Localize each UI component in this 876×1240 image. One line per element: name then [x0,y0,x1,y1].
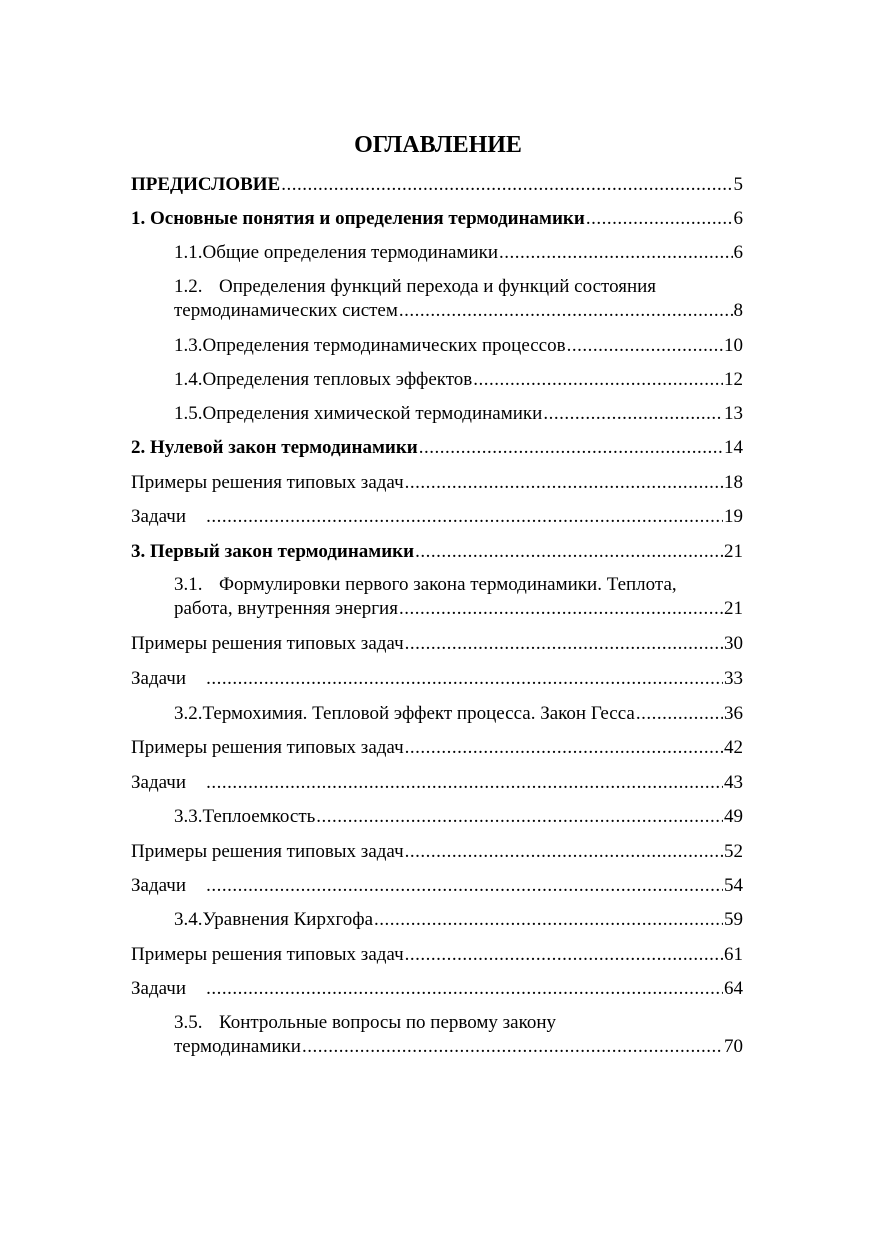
toc-entry-text: Примеры решения типовых задач [131,841,404,862]
toc-entry-text: Задачи [131,772,187,793]
toc-page-number: 64 [724,978,743,999]
toc-entry-text: Определения химической термодинамики [202,403,543,424]
toc-leader-dots [405,840,723,864]
toc-section-number: 3.4. [174,909,203,930]
toc-entry-text: Задачи [131,668,187,689]
toc-leader-dots [405,471,723,495]
toc-leader-dots [399,299,733,323]
toc-page-number: 52 [724,841,743,862]
toc-page-number: 14 [724,437,743,458]
toc-entry-problems[interactable] [131,977,743,1001]
toc-entry-section-1-2[interactable] [174,275,743,323]
toc-page-number: 49 [724,806,743,827]
toc-entry-text: Термохимия. Тепловой эффект процесса. Закон Гесса [202,703,635,724]
toc-entry-problems[interactable] [131,771,743,795]
toc-page-number: 13 [724,403,743,424]
toc-leader-dots [374,908,723,932]
toc-entry-text: Определения тепловых эффектов [202,369,473,390]
toc-entry-text: Общие определения термодинамики [202,242,499,263]
toc-page-number: 33 [724,668,743,689]
toc-section-number: 1.5. [174,403,203,424]
toc-leader-dots [405,943,723,967]
toc-entry-text: Теплоемкость [202,806,316,827]
toc-entry-text: Задачи [131,978,187,999]
toc-entry-text: Уравнения Кирхгофа [202,909,374,930]
toc-leader-dots [206,505,723,529]
toc-entry-examples[interactable] [131,471,743,495]
toc-page-number: 10 [724,335,743,356]
toc-leader-dots [473,368,723,392]
toc-entry-text-line1: Контрольные вопросы по первому закону [219,1012,557,1033]
toc-section-number: 3.5. [174,1012,203,1033]
toc-entry-text: Примеры решения типовых задач [131,944,404,965]
toc-leader-dots [586,207,733,231]
toc-leader-dots [399,597,723,621]
toc-entry-text: Определения термодинамических процессов [202,335,566,356]
toc-page-number: 6 [733,208,743,229]
toc-leader-dots [281,173,732,197]
toc-page-number: 8 [733,300,743,321]
toc-leader-dots [499,241,732,265]
toc-entry-text: 3. Первый закон термодинамики [131,541,415,562]
toc-section-number: 1.2. [174,276,203,297]
toc-page-number: 43 [724,772,743,793]
toc-entry-section-1-3[interactable] [174,334,743,358]
toc-entry-text-line1: Формулировки первого закона термодинамики. Теплота, [219,574,677,595]
toc-entry-chapter-3[interactable] [131,540,743,564]
toc-entry-text: 1. Основные понятия и определения термодинамики [131,208,585,229]
toc-entry-text: 2. Нулевой закон термодинамики [131,437,418,458]
toc-entry-examples[interactable] [131,840,743,864]
toc-page-number: 30 [724,633,743,654]
toc-entry-section-3-4[interactable] [174,908,743,932]
toc-leader-dots [206,771,723,795]
toc-entry-text: термодинамики [174,1036,301,1057]
toc-leader-dots [567,334,723,358]
toc-leader-dots [415,540,723,564]
page-title: ОГЛАВЛЕНИЕ [354,132,522,158]
toc-entry-section-1-1[interactable] [174,241,743,265]
toc-leader-dots [543,402,723,426]
toc-leader-dots [206,667,723,691]
toc-entry-text: Задачи [131,506,187,527]
toc-page-number: 19 [724,506,743,527]
toc-entry-section-3-1[interactable] [174,573,743,621]
toc-leader-dots [419,436,723,460]
toc-entry-text: Задачи [131,875,187,896]
toc-page-number: 12 [724,369,743,390]
toc-leader-dots [206,977,723,1001]
toc-entry-section-1-4[interactable] [174,368,743,392]
toc-entry-preface[interactable] [131,173,743,197]
toc-leader-dots [206,874,723,898]
toc-entry-problems[interactable] [131,667,743,691]
toc-section-number: 1.4. [174,369,203,390]
toc-page-number: 6 [733,242,743,263]
toc-leader-dots [636,702,723,726]
toc-entry-text-line1: Определения функций перехода и функций состояния [219,276,657,297]
toc-page-number: 5 [733,174,743,195]
toc-page-number: 42 [724,737,743,758]
toc-page-number: 61 [724,944,743,965]
toc-entry-problems[interactable] [131,505,743,529]
toc-page-number: 18 [724,472,743,493]
toc-page-number: 54 [724,875,743,896]
toc-section-number: 3.3. [174,806,203,827]
toc-entry-text: Примеры решения типовых задач [131,633,404,654]
toc-page-number: 70 [724,1036,743,1057]
toc-entry-examples[interactable] [131,943,743,967]
toc-section-number: 1.1. [174,242,203,263]
toc-entry-text: ПРЕДИСЛОВИЕ [131,174,281,195]
toc-entry-chapter-2[interactable] [131,436,743,460]
toc-leader-dots [405,632,723,656]
toc-entry-section-3-3[interactable] [174,805,743,829]
toc-entry-chapter-1[interactable] [131,207,743,231]
toc-entry-examples[interactable] [131,632,743,656]
toc-leader-dots [316,805,723,829]
toc-section-number: 1.3. [174,335,203,356]
toc-page-number: 36 [724,703,743,724]
toc-entry-text: работа, внутренняя энергия [174,598,398,619]
toc-entry-examples[interactable] [131,736,743,760]
toc-leader-dots [302,1035,723,1059]
toc-entry-text: термодинамических систем [174,300,398,321]
toc-entry-section-1-5[interactable] [174,402,743,426]
toc-section-number: 3.2. [174,703,203,724]
toc-entry-section-3-5[interactable] [174,1011,743,1059]
toc-page-number: 21 [724,541,743,562]
toc-page-number: 59 [724,909,743,930]
toc-section-number: 3.1. [174,574,203,595]
toc-leader-dots [405,736,723,760]
toc-entry-section-3-2[interactable] [174,702,743,726]
toc-entry-text: Примеры решения типовых задач [131,737,404,758]
toc-entry-text: Примеры решения типовых задач [131,472,404,493]
toc-entry-problems[interactable] [131,874,743,898]
toc-page-number: 21 [724,598,743,619]
